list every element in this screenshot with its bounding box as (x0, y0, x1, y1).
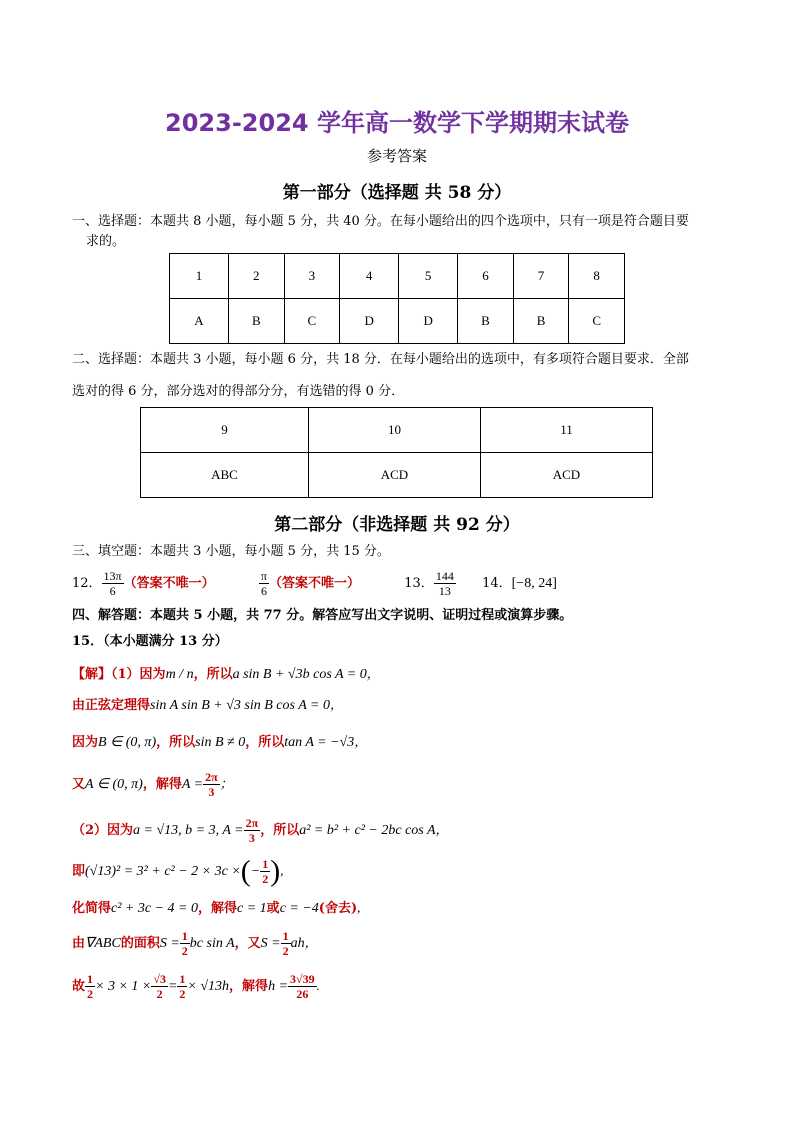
denominator: 3 (248, 831, 255, 845)
fraction (288, 972, 317, 1001)
text: ，解得 (229, 979, 269, 994)
numerator: 1 (87, 972, 94, 986)
sec2-instructions-line2: 选对的得 6 分，部分选对的得部分分，有选错的得 0 分． (72, 384, 405, 399)
fraction (281, 929, 291, 958)
text: 即 (72, 864, 86, 879)
answer-table-1 (169, 253, 625, 344)
table-cell: 2 (229, 254, 285, 299)
text: ， (435, 822, 449, 837)
denominator: 13 (438, 584, 451, 598)
text: ，解得 (142, 777, 182, 792)
vector-expression: m / n (165, 667, 194, 682)
solution-line-9 (72, 966, 320, 1006)
text: ； (219, 776, 233, 791)
q12-note-2: （答案不唯一） (268, 576, 360, 591)
table-row (141, 453, 653, 498)
table-cell: D (399, 299, 458, 344)
solution-line-2 (72, 694, 343, 717)
fraction (203, 770, 220, 799)
text: 的面积 (120, 936, 160, 951)
table-cell: 10 (308, 408, 480, 453)
text: 因为 (72, 735, 99, 750)
text: ，所以 (245, 735, 285, 750)
fraction (244, 816, 261, 845)
sec3-instructions: 三、填空题：本题共 3 小题，每小题 5 分，共 15 分。 (72, 544, 390, 559)
text: ， (366, 666, 380, 681)
numerator: 1 (282, 929, 289, 943)
fraction (180, 929, 190, 958)
math-expression: = (167, 979, 178, 994)
text: 故 (72, 979, 86, 994)
text: （1）因为 (111, 667, 166, 682)
solution-line-3 (72, 731, 367, 754)
q12-label: 12． (72, 576, 102, 591)
answer-table-2 (140, 407, 653, 498)
part1-heading: 第一部分（选择题 共 58 分） (282, 183, 512, 203)
math-expression: (√13)² = 3² + c² − 2 × 3c × (85, 864, 241, 879)
sec4-instructions: 四、解答题：本题共 5 小题，共 77 分。解答应写出文字说明、证明过程或演算步骤。 (72, 608, 573, 623)
sec2-instructions-line1: 二、选择题：本题共 3 小题，每小题 6 分，共 18 分．在每小题给出的选项中，有多项符合题目要求．全部 (72, 352, 689, 367)
math-expression: a² = b² + c² − 2bc cos A (299, 823, 436, 838)
math-expression: h = (268, 979, 289, 994)
solution-line-4 (72, 766, 233, 802)
math-expression: A = (181, 777, 204, 792)
math-expression: tan A = −√3 (284, 735, 355, 750)
numerator: √3 (153, 972, 166, 986)
math-expression: ah (290, 936, 305, 951)
table-cell: 3 (284, 254, 340, 299)
table-cell: 9 (141, 408, 309, 453)
table-cell: 11 (480, 408, 652, 453)
text: , (357, 900, 361, 915)
q15-heading: 15．（本小题满分 13 分） (72, 634, 228, 649)
numerator: 3√39 (290, 972, 315, 986)
solution-line-7 (72, 897, 360, 920)
left-paren: ( (240, 854, 251, 888)
math-expression: bc sin A (189, 936, 235, 951)
denominator: 2 (179, 987, 186, 1001)
numerator: 144 (435, 569, 454, 583)
denominator: 2 (181, 944, 188, 958)
denominator: 6 (260, 584, 267, 598)
numerator: 13π (103, 569, 122, 583)
table-cell: 8 (569, 254, 625, 299)
q14-value: [−8, 24] (511, 576, 557, 591)
denominator: 6 (109, 584, 116, 598)
q12-fraction-1 (102, 569, 124, 598)
math-expression: S = (260, 936, 281, 951)
table-row (170, 299, 625, 344)
q14-label: 14． (482, 576, 512, 591)
numerator: 1 (181, 929, 188, 943)
denominator: 2 (282, 944, 289, 958)
right-paren: ) (270, 854, 281, 888)
text: （2）因为 (72, 823, 134, 838)
fraction (151, 972, 168, 1001)
math-expression: ∇ABC (85, 936, 121, 951)
text: ， (304, 935, 318, 950)
numerator: 2π (245, 816, 259, 830)
text: ，所以 (260, 823, 300, 838)
subtitle: 参考答案 (366, 147, 427, 165)
text: 又 (72, 777, 86, 792)
text: ，所以 (193, 667, 233, 682)
text: 或 (266, 901, 280, 916)
sec1-instructions-line1: 一、选择题：本题共 8 小题，每小题 5 分，共 40 分。在每小题给出的四个选项中，只有一项是符合题目要 (72, 214, 689, 229)
text: 由正弦定理得 (72, 698, 151, 713)
sec1-instructions-line2: 求的。 (86, 234, 126, 249)
text: ，解得 (197, 901, 237, 916)
math-expression: a = √13, b = 3, A = (133, 823, 244, 838)
q12-note-1: （答案不唯一） (123, 576, 215, 591)
q13-label: 13． (404, 576, 434, 591)
text: ，所以 (156, 735, 196, 750)
solution-line-5 (72, 812, 449, 848)
q12-fraction-2 (259, 569, 269, 598)
table-cell: B (513, 299, 569, 344)
solution-line-6 (72, 851, 283, 891)
table-cell: 6 (458, 254, 514, 299)
table-row (141, 408, 653, 453)
solution-line-8 (72, 925, 318, 961)
table-cell: C (284, 299, 340, 344)
table-row (170, 254, 625, 299)
solution-line-1 (72, 663, 380, 686)
table-cell: 7 (513, 254, 569, 299)
page-title: 2023-2024 学年高一数学下学期期末试卷 (165, 109, 629, 137)
table-cell: B (229, 299, 285, 344)
minus-sign: − (250, 864, 261, 879)
text: 化简得 (72, 901, 112, 916)
numerator: 2π (205, 770, 218, 784)
fill-in-answers (72, 566, 557, 602)
text: 由 (72, 936, 86, 951)
math-expression: × 3 × 1 × (95, 979, 152, 994)
denominator: 26 (296, 987, 309, 1001)
math-expression: c² + 3c − 4 = 0 (111, 901, 198, 916)
text: ， (354, 734, 368, 749)
fraction (177, 972, 187, 1001)
q13-fraction (434, 569, 456, 598)
part2-heading: 第二部分（非选择题 共 92 分） (274, 515, 520, 535)
table-cell: ABC (141, 453, 309, 498)
table-cell: 5 (399, 254, 458, 299)
text: . (316, 978, 320, 993)
denominator: 2 (156, 987, 163, 1001)
math-expression: B ∈ (0, π) (98, 735, 157, 750)
table-cell: D (340, 299, 399, 344)
math-expression: c = −4 (279, 901, 319, 916)
solution-tag: 【解】 (72, 667, 112, 682)
math-expression: × √13h (187, 979, 230, 994)
denominator: 2 (262, 872, 269, 886)
table-cell: 1 (170, 254, 229, 299)
math-expression: S = (159, 936, 180, 951)
text: , (280, 863, 284, 878)
math-expression: sin A sin B + √3 sin B cos A = 0 (150, 698, 330, 713)
denominator: 3 (208, 785, 215, 799)
table-cell: ACD (480, 453, 652, 498)
denominator: 2 (87, 987, 94, 1001)
fraction (260, 857, 270, 886)
table-cell: A (170, 299, 229, 344)
math-expression: c = 1 (237, 901, 267, 916)
numerator: 1 (179, 972, 186, 986)
numerator: 1 (262, 857, 269, 871)
math-expression: A ∈ (0, π) (85, 777, 143, 792)
table-cell: ACD (308, 453, 480, 498)
numerator: π (260, 569, 267, 583)
table-cell: C (569, 299, 625, 344)
text: ， (329, 697, 343, 712)
text: ，又 (234, 936, 261, 951)
table-cell: 4 (340, 254, 399, 299)
math-expression: a sin B + √3b cos A = 0 (232, 667, 367, 682)
table-cell: B (458, 299, 514, 344)
fraction (85, 972, 95, 1001)
math-expression: sin B ≠ 0 (195, 735, 246, 750)
text: (舍去) (318, 901, 358, 916)
